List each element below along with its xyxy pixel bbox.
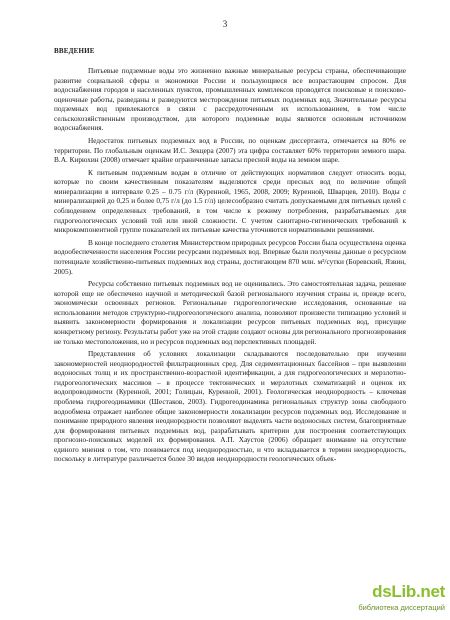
paragraph: Питьевые подземные воды это жизненно важные минеральные ресурсы страны, обеспечивающие развитие социальной сферы и экономики России и пользующиеся все возрастающим спросом. Для водоснабжения городов и населенных пунктов, промышленных комплексов проводятся поисковые и поисково-оценочные работы, разведаны и разведуются месторождения питьевых подземных вод. Значительные ресурсы подземных вод привлекаются в связи с рассредоточенным их использованием, в том числе сельскохозяйственным производством, для которого подземные воды являются основным источником водоснабжения. xyxy=(54,66,406,133)
paragraph: Представления об условиях локализации складываются последовательно при изучении закономерностей неоднородностей фильтрационных сред. Для седиментационных бассейнов – при выявлении водоносных толщ и их пространственно-возрастной идентификации, а для гидрогеологических и мерзлотно-гидрогеологических массивов – в процессе тектонических и мерзлотных схематизаций и оценок их водопроводимости (Куренной, 2001; Голицын, Куренной, 2001). Геологическая неоднородность – ключевая проблема гидрогеодинамики (Шестаков, 2003). Гидрогеодинамика региональных структур зоны свободного водообмена отражает наиболее общие закономерности локализации ресурсов подземных вод. Исследование и понимание природного явления неоднородности позволяют выделять части водоносных систем, благоприятные для формирования питьевых подземных вод, разрабатывать критерии для построения соответствующих прогнозно-поисковых моделей их формирования. А.П. Хаустов (2006) обращает внимание на отсутствие единого мнения о том, что понимается под неоднородностью, и что вкладывается в термин неоднородность, поскольку в литературе различается более 30 видов неоднородности геологических объек- xyxy=(54,349,406,464)
page-number: 3 xyxy=(222,19,228,29)
paragraph: К питьевым подземным водам в отличие от действующих нормативов следует относить воды, которые по своим качественным показателям выделяются среди пресных вод по величине общей минерализации в интервале 0.25 – 0.75 г/л (Куренной, 1965, 2008, 2009; Куренной, Шварцев, 2010). Воды с минерализацией до 0,25 и более 0,75 г/л (до 1.5 г/л) целесообразно считать допускаемыми для питьевых целей с соблюдением определенных требований, в том числе к режиму потребления, разрабатываемых для гидрогеологических условий той или иной сложности. С учетом санитарно-гигиенических требований к микрокомпонентной группе показателей их питьевые качества уточняются нормативными решениями. xyxy=(54,167,406,235)
watermark-tagline: библиотека диссертаций xyxy=(358,603,445,612)
watermark-brand: dsLib.net xyxy=(372,582,445,601)
site-watermark[interactable] xyxy=(335,582,445,614)
paragraph: Недостаток питьевых подземных вод в России, по оценкам диссертанта, отмечается на 80% ее территории. По глобальным оценкам И.С. Зекцера (2007) эта цифра составляет 60% территории земного шара. В.А. Кирюхин (2008) отмечает крайне ограниченные запасы пресной воды на земном шаре. xyxy=(54,136,406,165)
section-heading: ВВЕДЕНИЕ xyxy=(54,47,95,55)
paragraph: В конце последнего столетия Министерством природных ресурсов России была осуществлена оценка водообеспеченности населения России ресурсами подземных вод. Впервые были получены данные о ресурсном потенциале хозяйственно-питьевых подземных вод страны, достигающем 870 млн. м³/сутки (Боревский, Язвин, 2005). xyxy=(54,237,406,276)
body-text xyxy=(54,66,406,467)
paragraph: Ресурсы собственно питьевых подземных вод не оценивались. Это самостоятельная задача, решение которой еще не обеспечено научной и методической базой регионального изучения страны и, прежде всего, экономически освоенных регионов. Региональные гидрогеологические исследования, основанные на использовании методов структурно-гидрогеологического анализа, позволяют произвести типизацию условий и выявить закономерности формирования и локализации ресурсов питьевых подземных вод, присущие конкретному региону. Результаты работ уже на этой стадии создают основы для регионального прогнозирования не только местоположения, но и ресурсов подземных вод перспективных площадей. xyxy=(54,279,406,346)
